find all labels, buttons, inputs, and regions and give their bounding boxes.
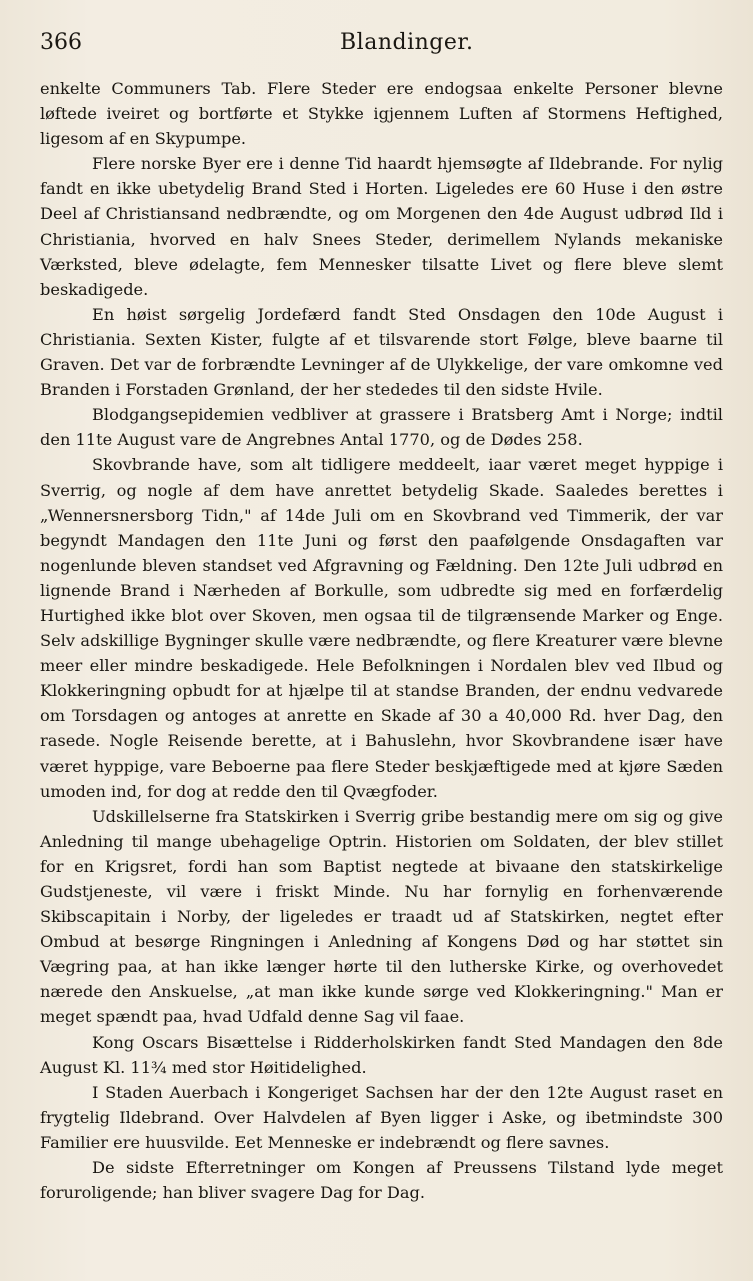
paragraph-7: Kong Oscars Bisættelse i Ridderholskirken fandt Sted Mandagen den 8de August Kl. 11¾ med stor Høitidelighed.: [40, 1032, 723, 1077]
paragraph-1: enkelte Communers Tab. Flere Steder ere endogsaa enkelte Personer blevne løftede iveiret og bortførte et Stykke igjennem Luften af Stormens Heftighed, ligesom af en Skypumpe.: [40, 79, 723, 149]
body-text: [40, 76, 723, 1205]
paragraph-2: Flere norske Byer ere i denne Tid haardt hjemsøgte af Ildebrande. For nylig fandt en ikke ubetydelig Brand Sted i Horten. Ligeledes ere 60 Huse i den østre Deel af Christiansand nedbrændte, og om Morgenen den 4de August udbrød Ild i Christiania, hvorved en halv Snees Steder, derimellem Nylands mekaniske Værksted, bleve ødelagte, fem Mennesker tilsatte Livet og flere bleve slemt beskadigede.: [40, 154, 723, 299]
paragraph-8: I Staden Auerbach i Kongeriget Sachsen har der den 12te August raset en frygtelig Ildebrand. Over Halvdelen af Byen ligger i Aske, og ibetmindste 300 Familier ere huusvilde. Eet Menneske er indebrændt og flere savnes.: [40, 1082, 723, 1152]
paragraph-3: En høist sørgelig Jordefærd fandt Sted Onsdagen den 10de August i Christiania. Sexten Kister, fulgte af et tilsvarende stort Følge, bleve baarne til Graven. Det var de forbrændte Levninger af de Ulykkelige, der vare omkomne ved Branden i Forstaden Grønland, der her stededes til den sidste Hvile.: [40, 304, 723, 400]
page-header: [40, 30, 723, 64]
paragraph-9: De sidste Efterretninger om Kongen af Preussens Tilstand lyde meget foruroligende; han bliver svagere Dag for Dag.: [40, 1158, 723, 1203]
paragraph-5: Skovbrande have, som alt tidligere meddeelt, iaar været meget hyppige i Sverrig, og nogle af dem have anrettet betydelig Skade. Saaledes berettes i „Wennersnersborg Tidn," af 14de Juli om en Skovbrand ved Timmerik, der var begyndt Mandagen den 11te Juni og først den paafølgende Onsdagaften var nogenlunde bleven standset ved Afgravning og Fældning. Den 12te Juli udbrød en lignende Brand i Nærheden af Borkulle, som udbredte sig med en forfærdelig Hurtighed ikke blot over Skoven, men ogsaa til de tilgrænsende Marker og Enge. Selv adskillige Bygninger skulle være nedbrændte, og flere Kreaturer være blevne meer eller mindre beskadigede. Hele Befolkningen i Nordalen blev ved Ilbud og Klokkeringning opbudt for at hjælpe til at standse Branden, der endnu vedvarede om Torsdagen og antoges at anrette en Skade af 30 a 40,000 Rd. hver Dag, den rasede. Nogle Reisende berette, at i Bahuslehn, hvor Skovbrandene især have været hyppige, vare Beboerne paa flere Steder beskjæftigede med at kjøre Sæden umoden ind, for dog at redde den til Qvægfoder.: [40, 455, 723, 801]
page-number: 366: [40, 30, 82, 55]
paragraph-6: Udskillelserne fra Statskirken i Sverrig gribe bestandig mere om sig og give Anledning til mange ubehagelige Optrin. Historien om Soldaten, der blev stillet for en Krigsret, fordi han som Baptist negtede at bivaane den statskirkelige Gudstjeneste, vil være i friskt Minde. Nu har fornylig en forhenværende Skibscapitain i Norby, der ligeledes er traadt ud af Statskirken, negtet efter Ombud at besørge Ringningen i Anledning af Kongens Død og har støttet sin Vægring paa, at han ikke længer hørte til den lutherske Kirke, og overhovedet nærede den Anskuelse, „at man ikke kunde sørge ved Klokkeringning." Man er meget spændt paa, hvad Udfald denne Sag vil faae.: [40, 806, 723, 1027]
running-head: Blandinger.: [340, 30, 474, 55]
paragraph-4: Blodgangsepidemien vedbliver at grassere i Bratsberg Amt i Norge; indtil den 11te August vare de Angrebnes Antal 1770, og de Dødes 258.: [40, 405, 723, 450]
